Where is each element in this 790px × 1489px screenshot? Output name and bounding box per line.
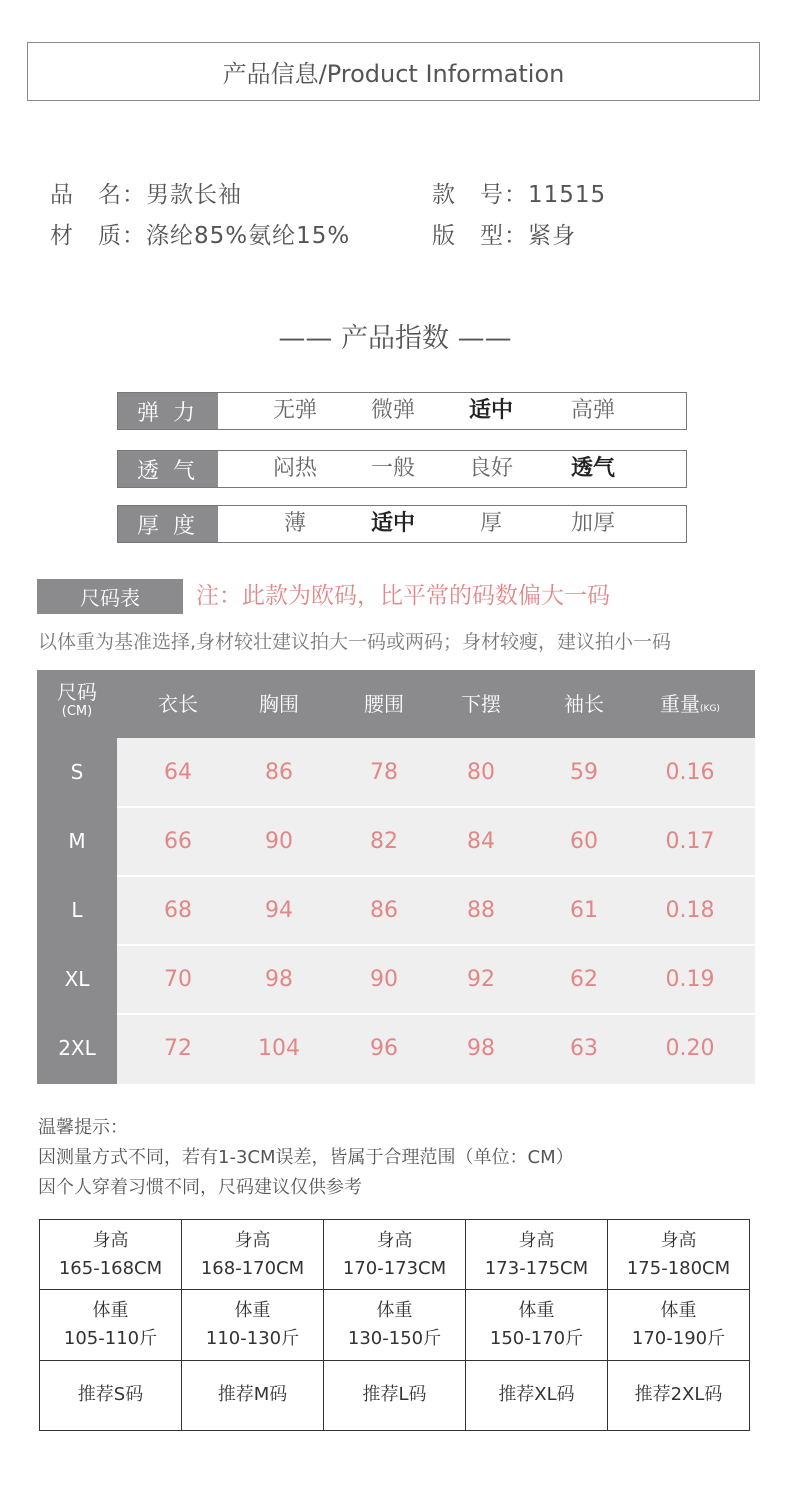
weight-label: 体重 — [92, 1299, 129, 1321]
row-divider — [117, 806, 755, 808]
size-table-cell: 59 — [570, 760, 598, 785]
recommend-height-cell — [40, 1220, 182, 1290]
product-info-header — [27, 42, 760, 101]
size-table-cell: 72 — [164, 1036, 192, 1061]
recommend-table — [39, 1219, 750, 1431]
size-table-cell: 0.17 — [665, 829, 715, 854]
size-table-cell: 82 — [370, 829, 398, 854]
index-row — [117, 450, 687, 488]
recommend-row-height — [40, 1220, 750, 1290]
index-option: 良好 — [468, 456, 514, 481]
height-value: 168-170CM — [200, 1257, 305, 1279]
weight-value: 130-150斤 — [347, 1327, 442, 1349]
size-table — [37, 670, 755, 1084]
height-value: 173-175CM — [484, 1257, 589, 1279]
index-option: 加厚 — [570, 511, 616, 536]
height-label: 身高 — [376, 1229, 413, 1251]
info-material-label: 材 质： — [50, 223, 146, 249]
size-table-size: S — [70, 760, 84, 784]
height-value: 170-173CM — [342, 1257, 447, 1279]
col-header-label: 下摆 — [461, 692, 501, 716]
size-chart-label: 尺码表 — [37, 579, 183, 614]
size-table-cell: 70 — [164, 967, 192, 992]
weight-label: 体重 — [234, 1299, 271, 1321]
size-table-cell: 98 — [265, 967, 293, 992]
index-option: 无弹 — [272, 398, 318, 423]
info-style-value: 11515 — [528, 182, 607, 208]
recommend-weight-cell — [40, 1290, 182, 1360]
size-table-cell: 0.20 — [665, 1036, 715, 1061]
col-header-label: 袖长 — [564, 692, 604, 716]
size-table-cell: 78 — [370, 760, 398, 785]
info-style-label: 款 号： — [432, 182, 528, 208]
recommend-weight-cell — [324, 1290, 466, 1360]
size-table-col-header — [564, 670, 604, 738]
size-table-cell: 0.16 — [665, 760, 715, 785]
row-divider — [117, 875, 755, 877]
index-option: 适中 — [468, 398, 514, 423]
size-chart-subnote: 以体重为基准选择,身材较壮建议拍大一码或两码；身材较瘦，建议拍小一码 — [38, 631, 672, 653]
size-table-cell: 0.19 — [665, 967, 715, 992]
recommend-weight-cell — [466, 1290, 608, 1360]
size-table-size: XL — [64, 967, 90, 991]
size-table-cell: 0.18 — [665, 898, 715, 923]
index-option: 一般 — [370, 456, 416, 481]
size-table-cell: 86 — [265, 760, 293, 785]
corner-label: 尺码 — [57, 680, 97, 704]
index-option: 适中 — [370, 511, 416, 536]
recommend-row-size — [40, 1360, 750, 1430]
index-row-label: 透气 — [118, 451, 218, 487]
info-name-label: 品 名： — [50, 182, 146, 208]
col-header-label: 重量 — [660, 692, 701, 716]
info-material-value: 涤纶85%氨纶15% — [146, 223, 351, 249]
col-header-label: 腰围 — [364, 692, 404, 716]
index-row-label: 弹力 — [118, 393, 218, 429]
info-fit-label: 版 型： — [432, 223, 528, 249]
weight-value: 150-170斤 — [489, 1327, 584, 1349]
size-table-cell: 90 — [370, 967, 398, 992]
index-row — [117, 505, 687, 543]
size-table-cell: 88 — [467, 898, 495, 923]
recommend-weight-cell — [608, 1290, 750, 1360]
info-name — [50, 176, 242, 209]
size-table-cell: 92 — [467, 967, 495, 992]
info-fit — [432, 217, 576, 250]
weight-label: 体重 — [376, 1299, 413, 1321]
recommend-row-weight — [40, 1290, 750, 1360]
size-table-cell: 96 — [370, 1036, 398, 1061]
size-table-size: 2XL — [58, 1036, 96, 1060]
col-header-label: 胸围 — [259, 692, 299, 716]
size-table-corner — [37, 680, 117, 720]
index-option: 高弹 — [570, 398, 616, 423]
recommend-size-cell: 推荐L码 — [324, 1360, 466, 1430]
recommend-height-cell — [324, 1220, 466, 1290]
size-table-cell: 62 — [570, 967, 598, 992]
size-table-cell: 66 — [164, 829, 192, 854]
height-label: 身高 — [92, 1229, 129, 1251]
weight-unit: (KG) — [700, 704, 720, 714]
size-table-col-header — [158, 670, 198, 738]
weight-label: 体重 — [518, 1299, 555, 1321]
index-section-title: —— 产品指数 —— — [278, 323, 512, 354]
size-table-col-header — [660, 670, 720, 738]
weight-value: 105-110斤 — [63, 1327, 158, 1349]
index-option: 透气 — [570, 456, 616, 481]
tips-title: 温馨提示： — [38, 1117, 128, 1138]
size-table-cell: 64 — [164, 760, 192, 785]
index-option: 厚 — [479, 511, 503, 536]
recommend-size-cell: 推荐2XL码 — [608, 1360, 750, 1430]
corner-unit: (CM) — [61, 704, 93, 719]
info-style — [432, 176, 606, 209]
size-table-cell: 63 — [570, 1036, 598, 1061]
header-title: 产品信息/Product Information — [222, 60, 565, 88]
size-table-cell: 86 — [370, 898, 398, 923]
size-table-cell: 94 — [265, 898, 293, 923]
info-material — [50, 217, 350, 250]
height-label: 身高 — [660, 1229, 697, 1251]
weight-label: 体重 — [660, 1299, 697, 1321]
size-table-size: M — [68, 829, 86, 853]
info-name-value: 男款长袖 — [146, 182, 242, 208]
recommend-size-cell: 推荐M码 — [182, 1360, 324, 1430]
height-label: 身高 — [518, 1229, 555, 1251]
row-divider — [117, 1013, 755, 1015]
size-table-cell: 98 — [467, 1036, 495, 1061]
tips-line1: 因测量方式不同，若有1-3CM误差，皆属于合理范围（单位：CM） — [38, 1147, 574, 1168]
height-label: 身高 — [234, 1229, 271, 1251]
index-option: 薄 — [283, 511, 307, 536]
recommend-height-cell — [608, 1220, 750, 1290]
height-value: 165-168CM — [58, 1257, 163, 1279]
height-value: 175-180CM — [626, 1257, 731, 1279]
recommend-size-cell: 推荐XL码 — [466, 1360, 608, 1430]
size-table-col-header — [364, 670, 404, 738]
col-header-label: 衣长 — [158, 692, 198, 716]
size-table-cell: 84 — [467, 829, 495, 854]
tips-line2: 因个人穿着习惯不同，尺码建议仅供参考 — [38, 1177, 362, 1198]
size-table-cell: 90 — [265, 829, 293, 854]
row-divider — [117, 944, 755, 946]
size-table-cell: 61 — [570, 898, 598, 923]
size-chart-note: 注：此款为欧码，比平常的码数偏大一码 — [196, 583, 610, 609]
index-option: 闷热 — [272, 456, 318, 481]
size-table-col-header — [259, 670, 299, 738]
recommend-size-cell: 推荐S码 — [40, 1360, 182, 1430]
weight-value: 110-130斤 — [205, 1327, 300, 1349]
recommend-height-cell — [182, 1220, 324, 1290]
size-table-cell: 104 — [258, 1036, 300, 1061]
size-table-cell: 80 — [467, 760, 495, 785]
recommend-height-cell — [466, 1220, 608, 1290]
index-option: 微弹 — [370, 398, 416, 423]
size-table-cell: 60 — [570, 829, 598, 854]
size-table-col-header — [461, 670, 501, 738]
info-fit-value: 紧身 — [528, 223, 576, 249]
recommend-weight-cell — [182, 1290, 324, 1360]
index-row — [117, 392, 687, 430]
size-table-cell: 68 — [164, 898, 192, 923]
index-row-label: 厚度 — [118, 506, 218, 542]
size-table-size: L — [71, 898, 83, 922]
weight-value: 170-190斤 — [631, 1327, 726, 1349]
